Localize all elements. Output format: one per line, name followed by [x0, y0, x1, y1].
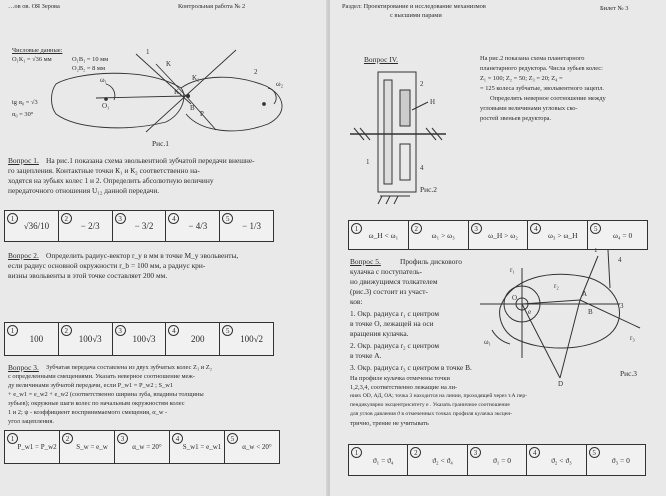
q5-text-line: но движущимся толкателем: [350, 277, 438, 286]
q2-answer-3[interactable]: [113, 323, 167, 355]
answer-value: ϑ₃ = 0: [611, 455, 630, 465]
answer-number: 2: [61, 213, 72, 224]
q2-answer-1[interactable]: [5, 323, 59, 355]
q3-text-line: зубьев); окружные шаги колес по начальным окружностям колес: [8, 400, 185, 407]
q3-text-line: Зубчатая передача составлена из двух зубчатых колес Z₁ и Z₂: [46, 364, 212, 371]
figure-3-caption: Рис.3: [620, 369, 637, 378]
given-line2: О₁В₁ = 10 мм: [72, 56, 109, 63]
answer-number: 2: [62, 433, 73, 444]
given-line3: О₂В₂ = 8 мм: [72, 65, 106, 72]
q5-item-line: вращения кулачка.: [350, 329, 409, 338]
q3-text-line: угол зацепления.: [8, 418, 54, 425]
q1-text-line: передаточного отношения U₁₂ данной передачи.: [8, 186, 160, 195]
answer-number: 2: [411, 223, 422, 234]
q5-item-line: в точке А.: [350, 351, 382, 360]
figure-2-caption: Рис.2: [420, 185, 437, 194]
answer-number: 3: [115, 213, 126, 224]
given-line1: О₁К₁ = √36 мм: [12, 56, 52, 63]
svg-text:1: 1: [594, 248, 598, 254]
answer-value: ω₄ = 0: [612, 230, 633, 240]
q2-label: Вопрос 2.: [8, 251, 39, 260]
q4-answer-3[interactable]: [469, 221, 529, 249]
q5-tail-line: 1,2,3,4, соответственно лежащие на ли-: [350, 384, 458, 391]
svg-text:B: B: [190, 104, 195, 112]
q3-answer-4[interactable]: [170, 431, 225, 463]
answer-number: 1: [351, 223, 362, 234]
answer-value: 100√2: [240, 334, 264, 344]
answer-value: α_w = 20°: [132, 443, 162, 451]
svg-text:O: O: [512, 294, 518, 302]
answer-number: 3: [470, 447, 481, 458]
q5-tail-line: ниях OD, АД, ОА; точка 3 находится на линии, проходящей через т.А пер-: [350, 393, 528, 399]
answer-value: ω_H < ω₁: [368, 230, 399, 240]
q4-text-line: ростей звеньев редуктора.: [480, 115, 552, 122]
svg-text:2: 2: [254, 68, 258, 76]
answer-value: S_w = e_w: [76, 443, 108, 451]
q2-answer-5[interactable]: [220, 323, 273, 355]
answer-number: 2: [410, 447, 421, 458]
figure-1-gear-diagram: [6, 44, 316, 134]
right-header-line1: Раздел: Проектирование и исследование механизмов: [342, 3, 486, 10]
svg-text:ω₁: ω₁: [484, 338, 492, 346]
answer-number: 1: [7, 325, 18, 336]
answer-value: ϑ₁ = ϑ₄: [372, 455, 394, 465]
answer-value: − 4/3: [188, 221, 208, 231]
svg-text:K₂: K₂: [192, 74, 200, 82]
answer-number: 3: [115, 325, 126, 336]
q4-text-line: планетарного редуктора. Числа зубьев колес:: [480, 65, 603, 72]
q3-text-line: 1 и 2; ψ - коэффициент воспринимаемого смещения, α_w -: [8, 409, 168, 416]
q4-text-line: Определить неверное соотношение между: [490, 95, 606, 102]
given-line5: α₀ = 30°: [12, 111, 34, 118]
q5-text-line: Профиль дискового: [400, 257, 462, 266]
svg-text:ω₂: ω₂: [276, 80, 284, 88]
q1-text-line: На рис.1 показана схема эвольвентной зубчатой передачи внешне-: [46, 156, 255, 165]
answer-value: ω₁ > ω₃: [431, 230, 455, 240]
q2-text-line: Определить радиус-вектор r_y в мм в точке M_y эвольвенты,: [46, 251, 239, 260]
q4-text-line: угловыми величинами угловых ско-: [480, 105, 578, 112]
q1-answer-3[interactable]: [113, 211, 167, 241]
q4-label: Вопрос IV.: [364, 55, 398, 64]
answer-value: P_w1 = P_w2: [17, 443, 57, 451]
answer-value: − 1/3: [242, 221, 261, 231]
svg-text:ω₁: ω₁: [100, 76, 108, 84]
svg-text:3: 3: [620, 302, 624, 310]
answer-number: 3: [117, 433, 128, 444]
q5-tail-line: трично, трение не учитывать: [350, 420, 429, 427]
answer-number: 1: [351, 447, 362, 458]
answer-value: ω_H > ω₂: [488, 230, 518, 240]
q5-tail-line: На профиле кулачка отмечены точки: [350, 375, 450, 382]
q4-text-line: Z₁ = 100; Z₂ = 50; Z₃ = 20; Z₄ =: [480, 75, 563, 82]
answer-value: S_w1 = e_w1: [182, 443, 222, 451]
q4-answer-row: [348, 220, 648, 250]
svg-text:O₁: O₁: [102, 102, 110, 110]
q5-tail-line: пендикулярно эксцентриситету e . Указать граничное соотношение: [350, 402, 510, 408]
q5-answer-5[interactable]: [587, 445, 645, 475]
q5-text-line: кулачка с поступатель-: [350, 267, 422, 276]
q5-answer-2[interactable]: [408, 445, 467, 475]
q1-answer-row: [4, 210, 274, 242]
answer-value: 100: [29, 334, 44, 344]
q4-text-line: На рис.2 показана схема планетарного: [480, 55, 585, 62]
q2-text-line: визны эвольвенты в этой точке составляет 200 мм.: [8, 271, 168, 280]
answer-number: 5: [589, 447, 600, 458]
q5-text-line: ков:: [350, 297, 363, 306]
left-header-line1: …ов ов. ОЯ Зерова: [8, 3, 60, 10]
q4-text-line: = 125 колеса зубчатые, эвольвентного зацепл.: [480, 85, 604, 92]
answer-number: 1: [7, 213, 18, 224]
answer-number: 2: [61, 325, 72, 336]
given-line4: tg α₀ = √3: [12, 99, 38, 106]
q5-item-line: 2. Окр. радиуса r₂ с центром: [350, 341, 440, 350]
answer-number: 1: [7, 433, 18, 444]
q1-text-line: го зацепления. Контактные точки К₁ и К₂ соответственно на-: [8, 166, 200, 175]
q4-answer-4[interactable]: [528, 221, 588, 249]
svg-text:D: D: [558, 380, 564, 388]
q3-answer-3[interactable]: [115, 431, 170, 463]
q3-answer-5[interactable]: [225, 431, 279, 463]
q5-answer-3[interactable]: [468, 445, 527, 475]
answer-value: − 2/3: [80, 221, 100, 231]
q5-answer-1[interactable]: [349, 445, 408, 475]
answer-number: 5: [222, 213, 233, 224]
left-header-line2: Контрольная работа № 2: [178, 3, 246, 10]
q3-text-line: ду величинами зубчатой передачи, если P_w1 = P_w2 ; S_w1: [8, 382, 174, 389]
answer-number: 5: [222, 325, 233, 336]
q4-answer-5[interactable]: [588, 221, 647, 249]
svg-text:e: e: [528, 308, 532, 316]
svg-text:K₁: K₁: [174, 88, 182, 96]
answer-number: 5: [227, 433, 238, 444]
svg-text:1: 1: [146, 48, 150, 56]
answer-number: 3: [471, 223, 482, 234]
answer-number: 4: [168, 213, 179, 224]
left-page: [0, 0, 330, 496]
q1-answer-2[interactable]: [59, 211, 113, 241]
answer-value: ϑ₁ = 0: [492, 455, 512, 465]
answer-number: 5: [590, 223, 601, 234]
answer-value: ϑ₂ < ϑ₃: [551, 455, 572, 465]
svg-text:2: 2: [420, 80, 424, 88]
svg-text:K: K: [166, 60, 172, 68]
answer-value: ϑ₂ < ϑ₄: [432, 455, 453, 465]
q3-text-line: + e_w1 = e_w2 + e_w2 (соответственно ширина зуба, впадины толщины: [8, 391, 204, 398]
q2-answer-row: [4, 322, 274, 356]
q2-answer-4[interactable]: [166, 323, 220, 355]
q3-answer-row: [4, 430, 280, 464]
given-label: Числовые данные:: [12, 47, 63, 54]
q5-tail-line: для углов давления ϑ в отмеченных точках профиля кулачка эксцен-: [350, 411, 513, 417]
q5-label: Вопрос 5.: [350, 257, 381, 266]
answer-number: 4: [168, 325, 179, 336]
answer-value: ω₃ > ω_H: [547, 230, 578, 240]
right-page: [330, 0, 666, 496]
answer-value: α_w < 20°: [242, 443, 272, 451]
q5-item-line: 3. Окр. радиуса r₃ с центром в точке В.: [350, 363, 472, 372]
svg-text:H: H: [430, 98, 436, 106]
svg-text:r₂: r₂: [554, 282, 559, 290]
answer-number: 4: [172, 433, 183, 444]
answer-number: 4: [529, 447, 540, 458]
q5-answer-4[interactable]: [527, 445, 586, 475]
q3-label: Вопрос 3.: [8, 363, 39, 372]
right-header-line2: с высшими парами: [390, 12, 442, 19]
svg-text:1: 1: [366, 158, 370, 166]
svg-text:4: 4: [420, 164, 424, 172]
svg-text:A: A: [582, 290, 588, 298]
answer-number: 4: [530, 223, 541, 234]
answer-value: 200: [191, 334, 205, 344]
q3-answer-1[interactable]: [5, 431, 60, 463]
q1-text-line: ходятся на зубьях колес 1 и 2. Определить абсолютную величину: [8, 176, 214, 185]
ticket-number: Билет № 3: [600, 5, 629, 12]
q5-answer-row: [348, 444, 646, 476]
svg-text:P: P: [200, 110, 204, 118]
q3-answer-2[interactable]: [60, 431, 115, 463]
svg-text:r₃: r₃: [630, 334, 635, 342]
figure-3-cam-diagram: [470, 248, 650, 388]
q1-answer-5[interactable]: [220, 211, 273, 241]
q4-answer-2[interactable]: [409, 221, 469, 249]
q1-answer-4[interactable]: [166, 211, 220, 241]
svg-text:B: B: [588, 308, 593, 316]
q5-text-line: (рис.3) состоит из участ-: [350, 287, 428, 296]
svg-text:r₁: r₁: [510, 266, 515, 274]
q2-answer-2[interactable]: [59, 323, 113, 355]
q5-item-line: 1. Окр. радиуса r₁ с центром: [350, 309, 440, 318]
svg-text:4: 4: [618, 256, 622, 264]
q5-item-line: в точке О, лежащей на оси: [350, 319, 434, 328]
q2-text-line: если радиус основной окружности r_b = 100 мм, а радиус кри-: [8, 261, 206, 270]
answer-value: 100√3: [132, 334, 156, 344]
q4-answer-1[interactable]: [349, 221, 409, 249]
q1-label: Вопрос 1.: [8, 156, 39, 165]
q1-answer-1[interactable]: [5, 211, 59, 241]
answer-value: √36/10: [23, 221, 50, 231]
q3-text-line: с определенными смещениями. Указать неверное соотношение меж-: [8, 373, 195, 380]
answer-value: − 3/2: [134, 221, 154, 231]
answer-value: 100√3: [78, 334, 102, 344]
figure-1-caption: Рис.1: [152, 139, 169, 148]
